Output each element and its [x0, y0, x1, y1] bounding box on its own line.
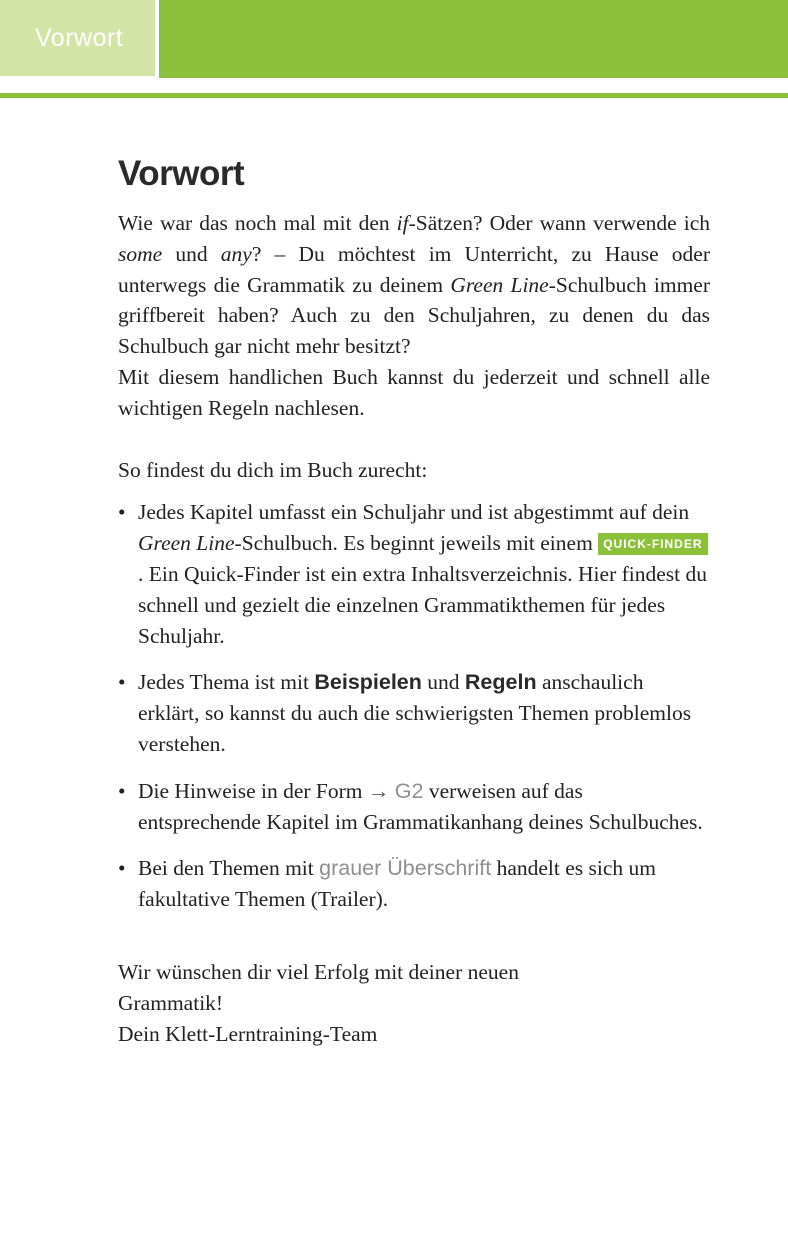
- closing-wish: Wir wünschen dir viel Erfolg mit deiner neuen Grammatik!: [118, 959, 519, 1015]
- b1-text-3: . Ein Quick-Finder ist ein extra Inhaltsverzeichnis. Hier findest du schnell und gezielt die einzelnen Grammatikthemen für jedes Schuljahr.: [138, 561, 707, 648]
- intro-em-some: some: [118, 241, 163, 266]
- intro-em-if: if: [396, 211, 409, 235]
- feature-list: [118, 497, 710, 915]
- intro-text-1: Wie war das noch mal mit den: [118, 211, 397, 235]
- intro-text-3: und: [162, 241, 221, 266]
- b1-text-1: Jedes Kapitel umfasst ein Schuljahr und ist abgestimmt auf dein: [138, 500, 690, 525]
- b1-text-2: -Schulbuch. Es beginnt jeweils mit einem: [234, 531, 599, 556]
- b3-text-1: Die Hinweise in der Form: [138, 778, 368, 803]
- page-content: [118, 150, 710, 1049]
- b2-text-2: und: [421, 670, 465, 695]
- b4-text-1: Bei den Themen mit: [138, 856, 320, 881]
- orientation-line: So findest du dich im Buch zurecht:: [118, 457, 428, 482]
- intro-text-4: ? – Du möchtest im Unterricht, zu Hause oder unterwegs die Grammatik zu deinem: [118, 241, 711, 297]
- header-bar: [159, 0, 788, 78]
- b2-text-1: Jedes Thema ist mit: [138, 670, 315, 695]
- b4-text-2: handelt es sich um fakultative Themen (Trailer).: [138, 856, 657, 912]
- intro-text-2: -Sätzen? Oder wann verwende ich: [408, 211, 710, 235]
- intro-em-green-line: Green Line: [450, 272, 549, 297]
- b2-bold-examples: Beispielen: [314, 670, 422, 695]
- quick-finder-badge: QUICK-FINDER: [598, 533, 707, 555]
- closing-signature: Dein Klett-Lerntraining-Team: [118, 1021, 378, 1046]
- chapter-header: [0, 0, 788, 100]
- intro-text-5: -Schulbuch immer griffbereit haben? Auch zu den Schuljahren, zu denen du das Schulbuch gar nicht mehr besitzt?: [118, 272, 711, 359]
- list-item-examples: [118, 667, 710, 759]
- intro-paragraph: [118, 208, 710, 362]
- list-item-optional: [118, 853, 710, 915]
- b3-ref: G2: [394, 778, 424, 803]
- intro-paragraph-2: Mit diesem handlichen Buch kannst du jederzeit und schnell alle wichtigen Regeln nachlesen.: [118, 364, 710, 420]
- list-item-chapters: [118, 497, 710, 651]
- b3-text-2: verweisen auf das entsprechende Kapitel im Grammatikanhang deines Schulbuches.: [138, 778, 703, 834]
- b4-grey-heading: grauer Überschrift: [319, 856, 492, 881]
- b2-bold-rules: Regeln: [464, 670, 537, 695]
- page-title: Vorwort: [118, 154, 245, 193]
- arrow-icon: →: [367, 778, 390, 803]
- b2-text-3: anschaulich erklärt, so kannst du auch die schwierigsten Themen problemlos verstehen.: [138, 670, 692, 756]
- list-item-references: [118, 776, 710, 838]
- header-rule: [0, 93, 788, 98]
- chapter-tab: Vorwort: [0, 0, 155, 76]
- b1-em: Green Line: [138, 531, 235, 556]
- intro-em-any: any: [220, 241, 252, 266]
